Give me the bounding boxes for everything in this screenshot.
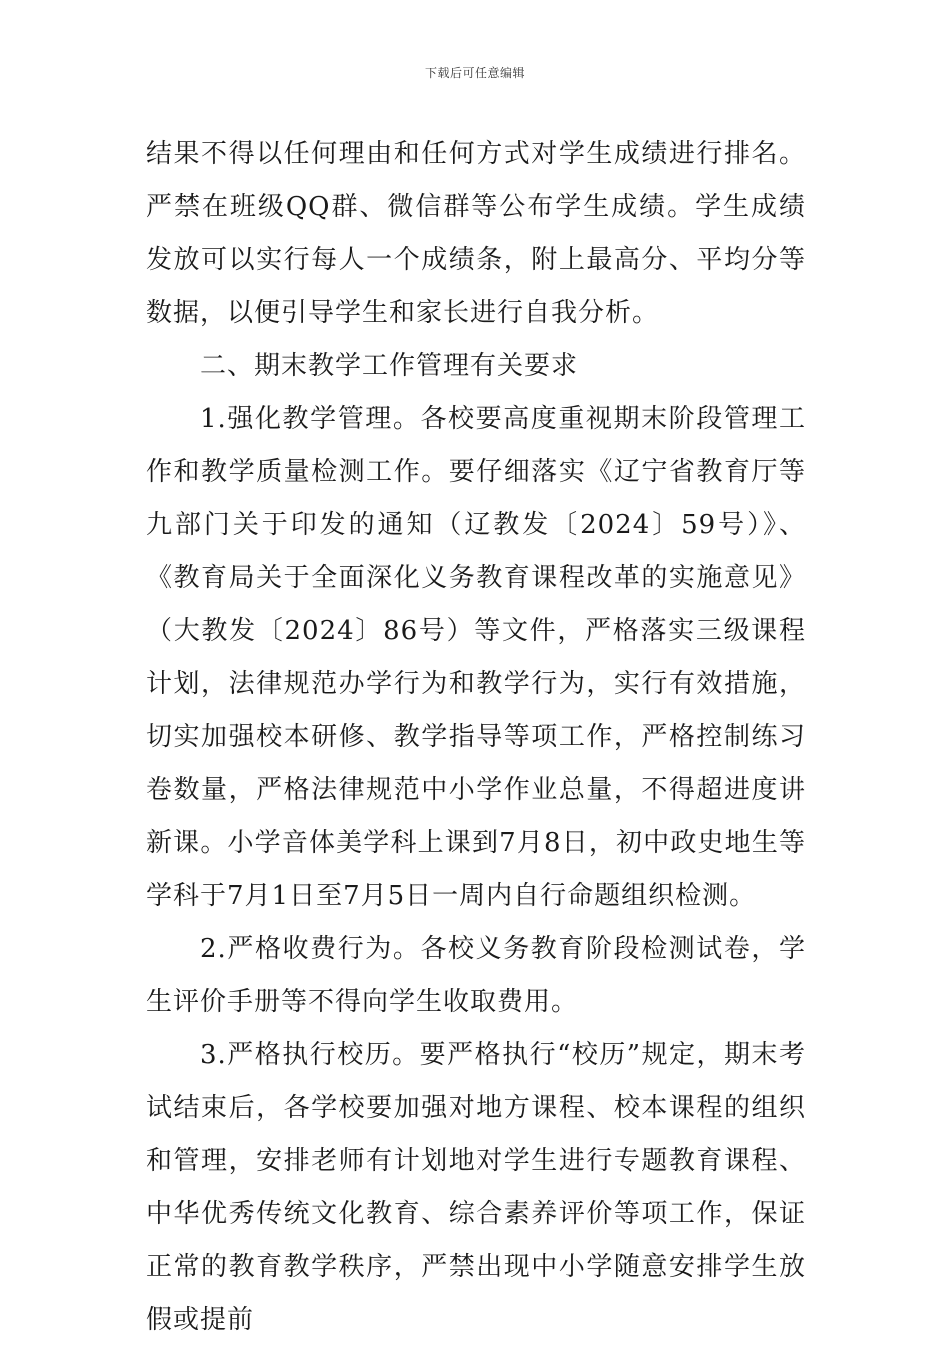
page-header: 下载后可任意编辑: [424, 66, 525, 80]
paragraph-item-3: 3.严格执行校历。要严格执行“校历”规定，期末考试结束后，各学校要加强对地方课程、校本课程的组织和管理，安排老师有计划地对学生进行专题教育课程、中华优秀传统文化教育、综合素养评价等项工作，保证正常的教育教学秩序，严禁出现中小学随意安排学生放假或提前: [146, 1040, 806, 1335]
paragraph-item-2: 2.严格收费行为。各校义务教育阶段检测试卷，学生评价手册等不得向学生收取费用。: [146, 934, 806, 1017]
section-heading: 二、期末教学工作管理有关要求: [200, 351, 579, 381]
document-body: [146, 128, 806, 1347]
paragraph-item-1: 1.强化教学管理。各校要高度重视期末阶段管理工作和教学质量检测工作。要仔细落实《辽宁省教育厅等九部门关于印发的通知（辽教发〔2024〕59号）》、《教育局关于全面深化义务教育课程改革的实施意见》（大教发〔2024〕86号）等文件，严格落实三级课程计划，法律规范办学行为和教学行为，实行有效措施，切实加强校本研修、教学指导等项工作，严格控制练习卷数量，严格法律规范中小学作业总量，不得超进度讲新课。小学音体美学科上课到7月8日，初中政史地生等学科于7月1日至7月5日一周内自行命题组织检测。: [146, 404, 806, 911]
paragraph-continuation: 结果不得以任何理由和任何方式对学生成绩进行排名。严禁在班级QQ群、微信群等公布学生成绩。学生成绩发放可以实行每人一个成绩条，附上最高分、平均分等数据，以便引导学生和家长进行自我分析。: [146, 139, 806, 328]
